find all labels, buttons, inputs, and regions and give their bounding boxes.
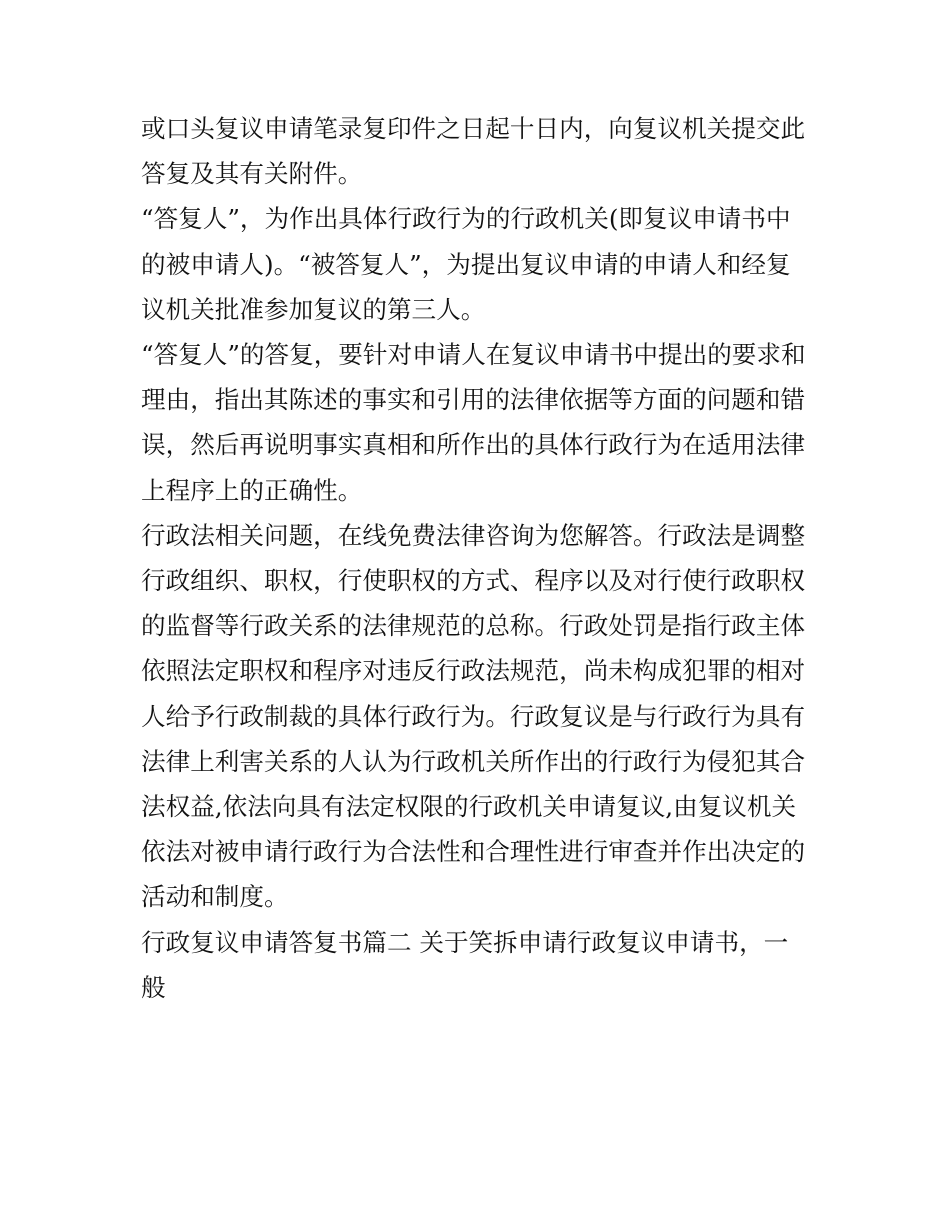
paragraph-reply-content (141, 332, 813, 513)
text-line: 依照法定职权和程序对违反行政法规范，尚未构成犯罪的相对 (141, 656, 806, 686)
text-line: 误，然后再说明事实真相和所作出的具体行政行为在适用法律 (141, 430, 806, 460)
text-line: 的被申请人)。“被答复人”，为提出复议申请的申请人和经复 (141, 249, 791, 279)
text-line: 上程序上的正确性。 (141, 475, 363, 505)
text-line: 答复及其有关附件。 (141, 159, 363, 189)
document-body (141, 106, 813, 1010)
text-line: “答复人”，为作出具体行政行为的行政机关(即复议申请书中 (141, 204, 791, 234)
text-line: 般 (141, 972, 166, 1002)
text-line: 行政法相关问题，在线免费法律咨询为您解答。行政法是调整 (141, 520, 806, 550)
text-line: 的监督等行政关系的法律规范的总称。行政处罚是指行政主体 (141, 611, 806, 641)
text-line: 法权益,依法向具有法定权限的行政机关申请复议,由复议机关 (141, 792, 797, 822)
paragraph-administrative-law (141, 513, 813, 920)
text-line: 理由，指出其陈述的事实和引用的法律依据等方面的问题和错 (141, 385, 806, 415)
paragraph-section-two (141, 920, 813, 1010)
text-line: 依法对被申请行政行为合法性和合理性进行审查并作出决定的 (141, 837, 806, 867)
paragraph-reply-deadline (141, 106, 813, 196)
text-line: 行政复议申请答复书篇二 关于笑拆申请行政复议申请书，一 (141, 927, 789, 957)
text-line: 人给予行政制裁的具体行政行为。行政复议是与行政行为具有 (141, 701, 806, 731)
text-line: 或口头复议申请笔录复印件之日起十日内，向复议机关提交此 (141, 114, 806, 143)
text-line: 行政组织、职权，行使职权的方式、程序以及对行使行政职权 (141, 566, 806, 596)
text-line: 法律上利害关系的人认为行政机关所作出的行政行为侵犯其合 (141, 746, 806, 776)
text-line: 活动和制度。 (141, 882, 289, 912)
paragraph-definitions (141, 196, 813, 332)
text-line: 议机关批准参加复议的第三人。 (141, 294, 486, 324)
text-line: “答复人”的答复，要针对申请人在复议申请书中提出的要求和 (141, 340, 806, 370)
